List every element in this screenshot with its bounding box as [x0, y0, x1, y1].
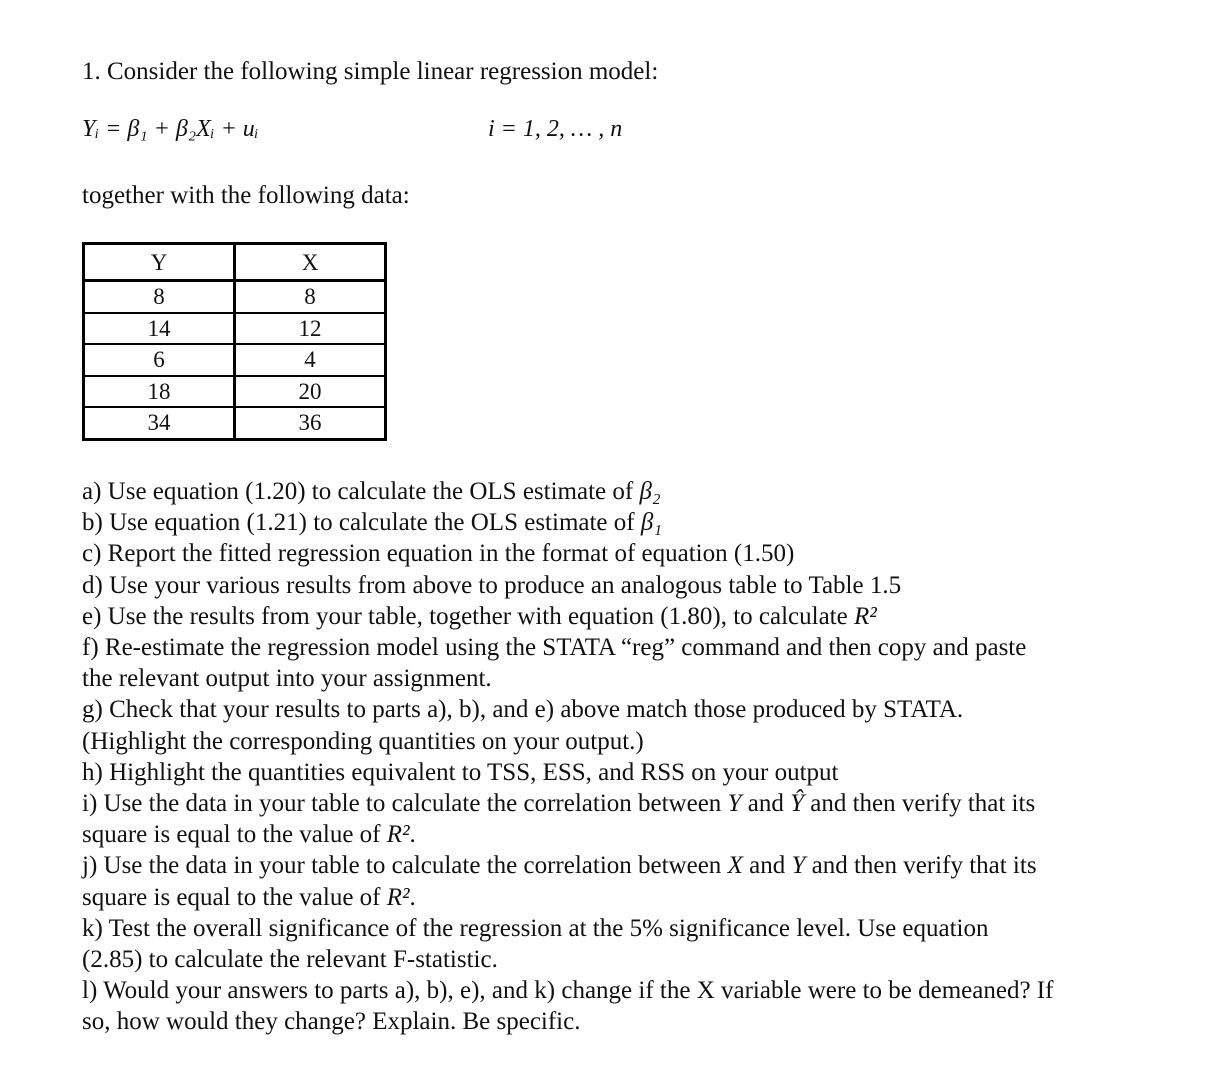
table-row [84, 407, 386, 439]
question-l-line1: l) Would your answers to parts a), b), e), and k) change if the X variable were to be demeaned? If [82, 977, 1054, 1005]
question-i-and: and [741, 790, 791, 818]
question-a [82, 476, 1162, 507]
question-a-text: a) Use equation (1.20) to calculate the OLS estimate of [82, 478, 640, 505]
beta2-symbol: β₂ [639, 478, 661, 505]
question-j-text-2: square is equal to the value of [82, 883, 387, 911]
cell-x: 4 [235, 344, 386, 376]
question-e-text: e) Use the results from your table, together with equation (1.80), to calculate [82, 602, 854, 630]
question-j-and: and [742, 852, 792, 880]
question-f-line1: f) Re-estimate the regression model using the STATA “reg” command and then copy and paste [82, 634, 1027, 662]
cell-x: 12 [235, 313, 386, 345]
question-k-line2: (2.85) to calculate the relevant F-statistic. [82, 946, 498, 974]
table-row [84, 376, 386, 408]
question-d: d) Use your various results from above to produce an analogous table to Table 1.5 [82, 571, 902, 599]
regression-equation: Yᵢ = β₁ + β₂Xᵢ + uᵢ [82, 116, 259, 142]
cell-y: 14 [84, 313, 235, 345]
cell-y: 8 [84, 281, 235, 313]
question-k-line1: k) Test the overall significance of the regression at the 5% significance level. Use equation [82, 914, 989, 942]
column-header-y: Y [84, 244, 235, 281]
column-header-x: X [235, 244, 386, 281]
question-b [82, 507, 1162, 538]
period: . [409, 883, 416, 911]
y-hat-symbol: Ŷ [790, 790, 804, 818]
question-j-line2 [82, 882, 1162, 913]
question-g-line2: (Highlight the corresponding quantities on your output.) [82, 727, 644, 755]
question-j-text: j) Use the data in your table to calculate the correlation between [82, 852, 728, 880]
x-symbol: X [727, 852, 743, 880]
period: . [409, 821, 416, 849]
cell-x: 36 [235, 407, 386, 439]
table-row [84, 344, 386, 376]
problem-heading: 1. Consider the following simple linear regression model: [82, 58, 659, 85]
question-j-tail: and then verify that its [805, 852, 1037, 880]
cell-y: 34 [84, 407, 235, 439]
question-e [82, 601, 1162, 632]
data-table [82, 242, 387, 441]
cell-x: 8 [235, 281, 386, 313]
cell-y: 6 [84, 344, 235, 376]
r-squared-symbol: R² [386, 821, 410, 849]
question-h: h) Highlight the quantities equivalent to TSS, ESS, and RSS on your output [82, 758, 839, 786]
r-squared-symbol: R² [853, 602, 877, 630]
question-g-line1: g) Check that your results to parts a), b), and e) above match those produced by STATA. [82, 696, 964, 724]
table-row [84, 313, 386, 345]
cell-y: 18 [84, 376, 235, 408]
y-symbol: Y [727, 790, 742, 818]
question-l-line2: so, how would they change? Explain. Be specific. [82, 1008, 581, 1036]
beta1-symbol: β₁ [640, 509, 663, 537]
cell-x: 20 [235, 376, 386, 408]
question-i-line1 [82, 788, 1162, 819]
question-f-line2: the relevant output into your assignment. [82, 665, 492, 693]
question-i-tail: and then verify that its [803, 790, 1036, 818]
question-list [82, 476, 1162, 1038]
r-squared-symbol: R² [386, 883, 410, 911]
data-intro: together with the following data: [82, 182, 410, 209]
question-j-line1 [82, 850, 1162, 881]
question-b-text: b) Use equation (1.21) to calculate the OLS estimate of [82, 509, 641, 537]
question-i-text-2: square is equal to the value of [82, 821, 387, 849]
question-i-line2 [82, 819, 1162, 850]
question-c: c) Report the fitted regression equation in the format of equation (1.50) [82, 540, 795, 568]
table-row [84, 281, 386, 313]
index-range: i = 1, 2, … , n [488, 116, 623, 142]
y-symbol: Y [791, 852, 806, 880]
question-i-text: i) Use the data in your table to calculate the correlation between [82, 790, 728, 818]
table-header-row [84, 244, 386, 281]
